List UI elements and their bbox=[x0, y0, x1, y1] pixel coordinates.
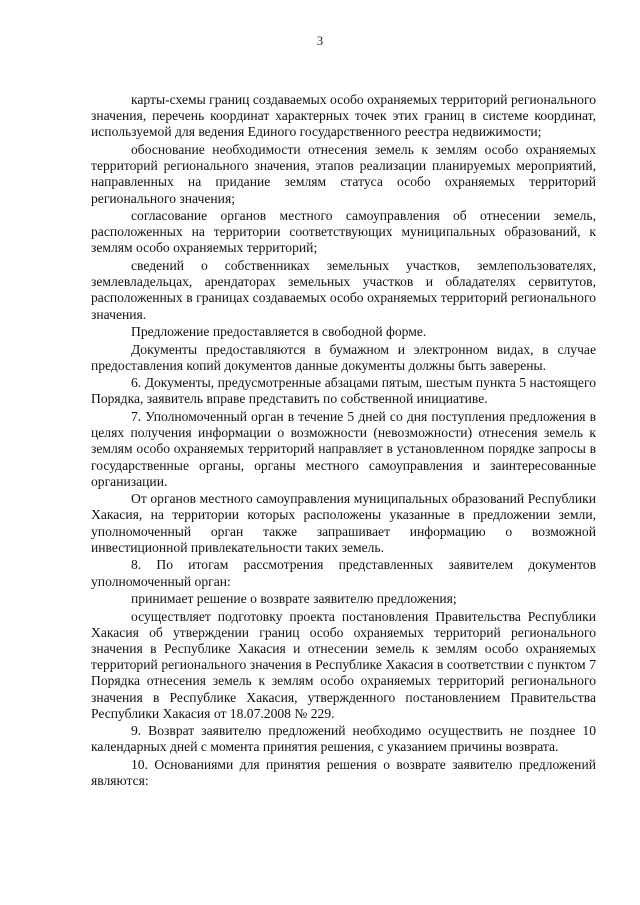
paragraph-item-9: 9. Возврат заявителю предложений необходимо осуществить не позднее 10 календарных дней с момента принятия решения, с указанием причины возврата. bbox=[91, 723, 596, 755]
paragraph-owners-info: сведений о собственниках земельных участков, землепользователях, землевладельцах, арендаторах земельных участков и обладателях сервитутов, расположенных в границах создаваемых особо охраняемых территорий регионального значения. bbox=[91, 257, 596, 322]
paragraph-item-8: 8. По итогам рассмотрения представленных заявителем документов уполномоченный орган: bbox=[91, 557, 596, 589]
paragraph-local-approval: согласование органов местного самоуправления об отнесении земель, расположенных на территории соответствующих муниципальных образований, к землям особо охраняемых территорий; bbox=[91, 208, 596, 256]
paragraph-return-decision: принимает решение о возврате заявителю предложения; bbox=[131, 591, 457, 607]
page-number: 3 bbox=[316, 34, 324, 48]
paragraph-justification: обоснование необходимости отнесения земель к землям особо охраняемых территорий регионального значения, этапов реализации планируемых мероприятий, направленных на придание землям статуса особо охраняемых территорий регионального значения; bbox=[91, 141, 596, 206]
paragraph-local-requests: От органов местного самоуправления муниципальных образований Республики Хакасия, на территории которых расположены указанные в предложении земли, уполномоченный орган также запрашивает информацию о возможной инвестиционной привлекательности таких земель. bbox=[91, 491, 596, 555]
paragraph-item-10: 10. Основаниями для принятия решения о возврате заявителю предложений являются: bbox=[91, 756, 596, 789]
paragraph-document-format: Документы предоставляются в бумажном и электронном видах, в случае предоставления копий документов данные документы должны быть заверены. bbox=[91, 341, 596, 373]
document-body bbox=[91, 92, 596, 791]
paragraph-free-form: Предложение предоставляется в свободной форме. bbox=[131, 324, 427, 340]
paragraph-item-6: 6. Документы, предусмотренные абзацами пятым, шестым пункта 5 настоящего Порядка, заявитель вправе представить по собственной инициативе. bbox=[91, 375, 596, 407]
paragraph-resolution-draft: осуществляет подготовку проекта постановления Правительства Республики Хакасия об утверждении границ особо охраняемых территорий регионального значения в Республике Хакасия и отнесении земель к землям особо охраняемых территорий регионального значения в Республике Хакасия в соответствии с пунктом 7 Порядка отнесения земель к землям особо охраняемых территорий регионального значения в Республике Хакасия, утвержденного постановлением Правительства Республики Хакасия от 18.07.2008 № 229. bbox=[91, 608, 596, 721]
paragraph-map-schemes: карты-схемы границ создаваемых особо охраняемых территорий регионального значения, перечень координат характерных точек этих границ в системе координат, используемой для ведения Единого государственного реестра недвижимости; bbox=[91, 92, 596, 140]
paragraph-item-7: 7. Уполномоченный орган в течение 5 дней со дня поступления предложения в целях получения информации о возможности (невозможности) отнесения земель к землям особо охраняемых территорий направляет в установленном порядке запросы в государственные органы, органы местного самоуправления и заинтересованные организации. bbox=[91, 408, 596, 489]
